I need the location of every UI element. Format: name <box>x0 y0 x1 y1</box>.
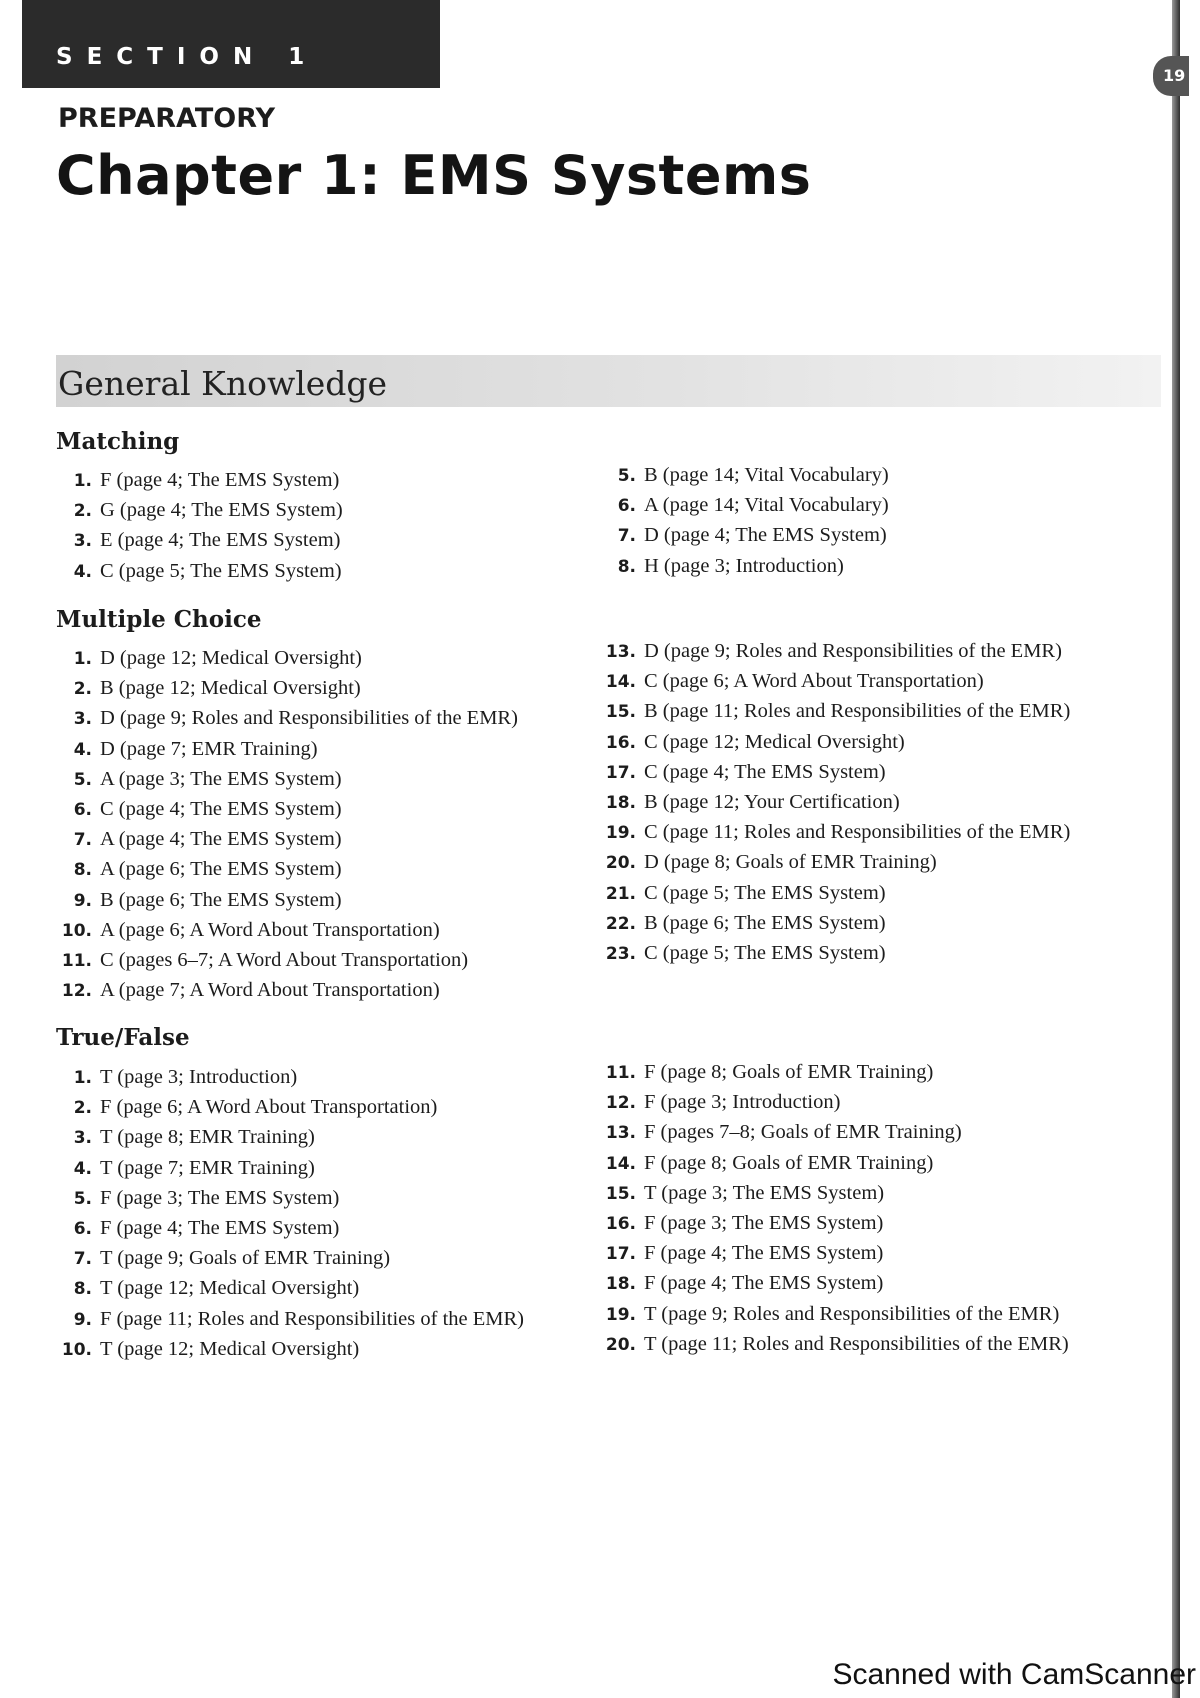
answer-number: 7. <box>73 830 92 851</box>
answer-text: F (page 4; The EMS System) <box>644 1272 884 1295</box>
true-false-left-list <box>56 1062 524 1364</box>
true-false-right-list <box>600 1057 1069 1359</box>
answer-row <box>600 817 1070 847</box>
answer-row <box>56 734 518 764</box>
answer-number: 20. <box>605 853 636 874</box>
multiple-choice-right-list <box>600 636 1070 968</box>
answer-row <box>600 1087 1069 1117</box>
answer-text: F (page 8; Goals of EMR Training) <box>644 1061 934 1083</box>
answer-number: 23. <box>605 943 636 964</box>
answer-text: F (page 11; Roles and Responsibilities of the EMR) <box>100 1307 525 1330</box>
answer-text: F (page 4; The EMS System) <box>100 469 340 491</box>
answer-row <box>56 703 518 733</box>
answer-number: 2. <box>73 679 92 700</box>
multiple-choice-heading: Multiple Choice <box>56 606 262 633</box>
answer-text: C (page 6; A Word About Transportation) <box>644 670 984 693</box>
answer-row <box>56 1153 524 1183</box>
answer-text: D (page 8; Goals of EMR Training) <box>644 851 937 874</box>
answer-number: 8. <box>73 860 92 881</box>
answer-number: 17. <box>605 1244 636 1265</box>
answer-row <box>56 1334 524 1364</box>
answer-row <box>56 1304 524 1334</box>
answer-text: B (page 6; The EMS System) <box>100 888 342 911</box>
answer-text: D (page 4; The EMS System) <box>644 524 887 547</box>
answer-text: F (page 4; The EMS System) <box>644 1242 884 1265</box>
chapter-title: Chapter 1: EMS Systems <box>56 144 812 207</box>
answer-number: 4. <box>73 1158 92 1179</box>
answer-row <box>56 764 518 794</box>
answer-text: T (page 11; Roles and Responsibilities of the EMR) <box>644 1332 1069 1355</box>
page-number-tab: 19 <box>1153 56 1189 96</box>
answer-number: 9. <box>73 1309 92 1330</box>
answer-text: D (page 7; EMR Training) <box>100 737 318 760</box>
answer-row <box>56 1243 524 1273</box>
answer-row <box>600 1178 1069 1208</box>
answer-text: A (page 7; A Word About Transportation) <box>100 979 440 1002</box>
answer-row <box>600 1329 1069 1359</box>
answer-number: 3. <box>73 1128 92 1149</box>
multiple-choice-left-list <box>56 643 518 1005</box>
answer-number: 13. <box>605 1123 636 1144</box>
answer-text: F (page 3; The EMS System) <box>644 1211 884 1234</box>
answer-row <box>600 1148 1069 1178</box>
answer-row <box>600 1208 1069 1238</box>
answer-text: T (page 12; Medical Oversight) <box>100 1277 360 1300</box>
answer-number: 15. <box>605 702 636 723</box>
answer-number: 19. <box>605 1304 636 1325</box>
answer-row <box>56 1273 524 1303</box>
answer-number: 16. <box>605 732 636 753</box>
answer-text: F (pages 7–8; Goals of EMR Training) <box>644 1121 962 1144</box>
answer-text: F (page 4; The EMS System) <box>100 1216 340 1239</box>
answer-text: A (page 6; A Word About Transportation) <box>100 918 440 941</box>
answer-row <box>600 636 1070 666</box>
answer-number: 5. <box>73 1188 92 1209</box>
answer-row <box>600 696 1070 726</box>
answer-number: 6. <box>617 496 636 517</box>
answer-text: B (page 12; Medical Oversight) <box>100 677 361 700</box>
answer-text: C (page 4; The EMS System) <box>100 797 342 820</box>
answer-row <box>56 885 518 915</box>
answer-row <box>56 643 518 673</box>
answer-number: 14. <box>605 672 636 693</box>
answer-row <box>56 556 343 586</box>
matching-left-list <box>56 465 343 586</box>
answer-text: A (page 4; The EMS System) <box>100 828 342 851</box>
answer-text: F (page 8; Goals of EMR Training) <box>644 1151 934 1174</box>
section-label: PREPARATORY <box>58 103 276 134</box>
answer-row <box>56 854 518 884</box>
answer-number: 10. <box>61 1339 92 1360</box>
answer-row <box>600 1268 1069 1298</box>
answer-row <box>56 1092 524 1122</box>
answer-text: G (page 4; The EMS System) <box>100 499 343 522</box>
page-edge-shadow <box>1172 0 1180 1698</box>
answer-number: 18. <box>605 1274 636 1295</box>
answer-number: 18. <box>605 792 636 813</box>
answer-number: 11. <box>605 1063 636 1083</box>
answer-number: 12. <box>605 1093 636 1114</box>
heading-title: General Knowledge <box>58 364 388 403</box>
answer-text: B (page 6; The EMS System) <box>644 911 886 934</box>
answer-row <box>600 847 1070 877</box>
matching-heading: Matching <box>56 428 180 455</box>
answer-text: C (page 5; The EMS System) <box>644 881 886 904</box>
answer-number: 5. <box>73 769 92 790</box>
answer-text: T (page 9; Roles and Responsibilities of the EMR) <box>644 1302 1060 1325</box>
answer-number: 1. <box>73 1068 92 1088</box>
answer-number: 6. <box>73 799 92 820</box>
answer-number: 6. <box>73 1218 92 1239</box>
answer-row <box>56 673 518 703</box>
answer-text: C (page 11; Roles and Responsibilities of the EMR) <box>644 821 1071 844</box>
answer-row <box>600 666 1070 696</box>
answer-text: F (page 6; A Word About Transportation) <box>100 1096 438 1119</box>
answer-row <box>600 1057 1069 1087</box>
answer-text: B (page 11; Roles and Responsibilities of the EMR) <box>644 700 1071 723</box>
answer-row <box>600 938 1070 968</box>
answer-number: 15. <box>605 1183 636 1204</box>
answer-text: C (page 4; The EMS System) <box>644 760 886 783</box>
section-banner-label: SECTION 1 <box>56 44 319 70</box>
answer-text: F (page 3; Introduction) <box>644 1091 841 1114</box>
answer-row <box>56 1183 524 1213</box>
scanner-watermark: Scanned with CamScanner <box>832 1658 1196 1691</box>
answer-row <box>56 465 343 495</box>
answer-number: 13. <box>605 642 636 662</box>
answer-text: T (page 3; Introduction) <box>100 1066 298 1088</box>
answer-number: 4. <box>73 739 92 760</box>
answer-number: 1. <box>73 471 92 491</box>
answer-row <box>56 915 518 945</box>
answer-row <box>56 1213 524 1243</box>
answer-number: 21. <box>605 883 636 904</box>
answer-number: 17. <box>605 762 636 783</box>
answer-text: C (page 5; The EMS System) <box>100 559 342 582</box>
answer-number: 5. <box>617 466 636 486</box>
answer-number: 11. <box>61 950 92 971</box>
answer-text: D (page 12; Medical Oversight) <box>100 647 362 669</box>
answer-row <box>600 520 889 550</box>
answer-text: T (page 12; Medical Oversight) <box>100 1337 360 1360</box>
answer-row <box>600 908 1070 938</box>
matching-right-list <box>600 460 889 581</box>
answer-row <box>56 1122 524 1152</box>
answer-number: 1. <box>73 649 92 669</box>
answer-number: 8. <box>73 1279 92 1300</box>
answer-text: D (page 9; Roles and Responsibilities of the EMR) <box>644 640 1062 662</box>
answer-text: C (page 12; Medical Oversight) <box>644 730 905 753</box>
answer-row <box>600 1299 1069 1329</box>
answer-row <box>600 551 889 581</box>
answer-number: 7. <box>617 526 636 547</box>
answer-text: T (page 3; The EMS System) <box>644 1181 885 1204</box>
answer-row <box>600 878 1070 908</box>
answer-row <box>600 490 889 520</box>
answer-row <box>56 1062 524 1092</box>
answer-text: T (page 9; Goals of EMR Training) <box>100 1247 391 1270</box>
answer-row <box>600 1117 1069 1147</box>
answer-row <box>600 787 1070 817</box>
answer-number: 20. <box>605 1334 636 1355</box>
answer-text: D (page 9; Roles and Responsibilities of the EMR) <box>100 707 518 730</box>
answer-row <box>600 1238 1069 1268</box>
answer-text: A (page 3; The EMS System) <box>100 767 342 790</box>
answer-row <box>56 945 518 975</box>
answer-number: 22. <box>605 913 636 934</box>
answer-number: 14. <box>605 1153 636 1174</box>
answer-text: T (page 7; EMR Training) <box>100 1156 315 1179</box>
answer-row <box>600 757 1070 787</box>
answer-row <box>56 975 518 1005</box>
answer-number: 10. <box>61 920 92 941</box>
answer-number: 3. <box>73 531 92 552</box>
answer-text: H (page 3; Introduction) <box>644 554 844 577</box>
answer-number: 3. <box>73 709 92 730</box>
answer-row <box>600 460 889 490</box>
answer-text: A (page 6; The EMS System) <box>100 858 342 881</box>
section-banner <box>22 0 440 88</box>
answer-row <box>56 495 343 525</box>
answer-row <box>56 525 343 555</box>
answer-number: 2. <box>73 1098 92 1119</box>
answer-row <box>56 824 518 854</box>
answer-text: F (page 3; The EMS System) <box>100 1186 340 1209</box>
true-false-heading: True/False <box>56 1024 190 1051</box>
answer-number: 9. <box>73 890 92 911</box>
answer-text: C (pages 6–7; A Word About Transportation) <box>100 948 469 971</box>
answer-text: T (page 8; EMR Training) <box>100 1126 315 1149</box>
answer-number: 7. <box>73 1249 92 1270</box>
answer-number: 4. <box>73 561 92 582</box>
answer-text: B (page 12; Your Certification) <box>644 790 900 813</box>
answer-row <box>56 794 518 824</box>
answer-number: 16. <box>605 1213 636 1234</box>
answer-text: E (page 4; The EMS System) <box>100 529 341 552</box>
answer-text: B (page 14; Vital Vocabulary) <box>644 464 889 486</box>
answer-row <box>600 727 1070 757</box>
answer-text: C (page 5; The EMS System) <box>644 941 886 964</box>
answer-text: A (page 14; Vital Vocabulary) <box>644 494 889 517</box>
answer-number: 12. <box>61 981 92 1002</box>
answer-number: 2. <box>73 501 92 522</box>
answer-number: 8. <box>617 556 636 577</box>
answer-number: 19. <box>605 823 636 844</box>
